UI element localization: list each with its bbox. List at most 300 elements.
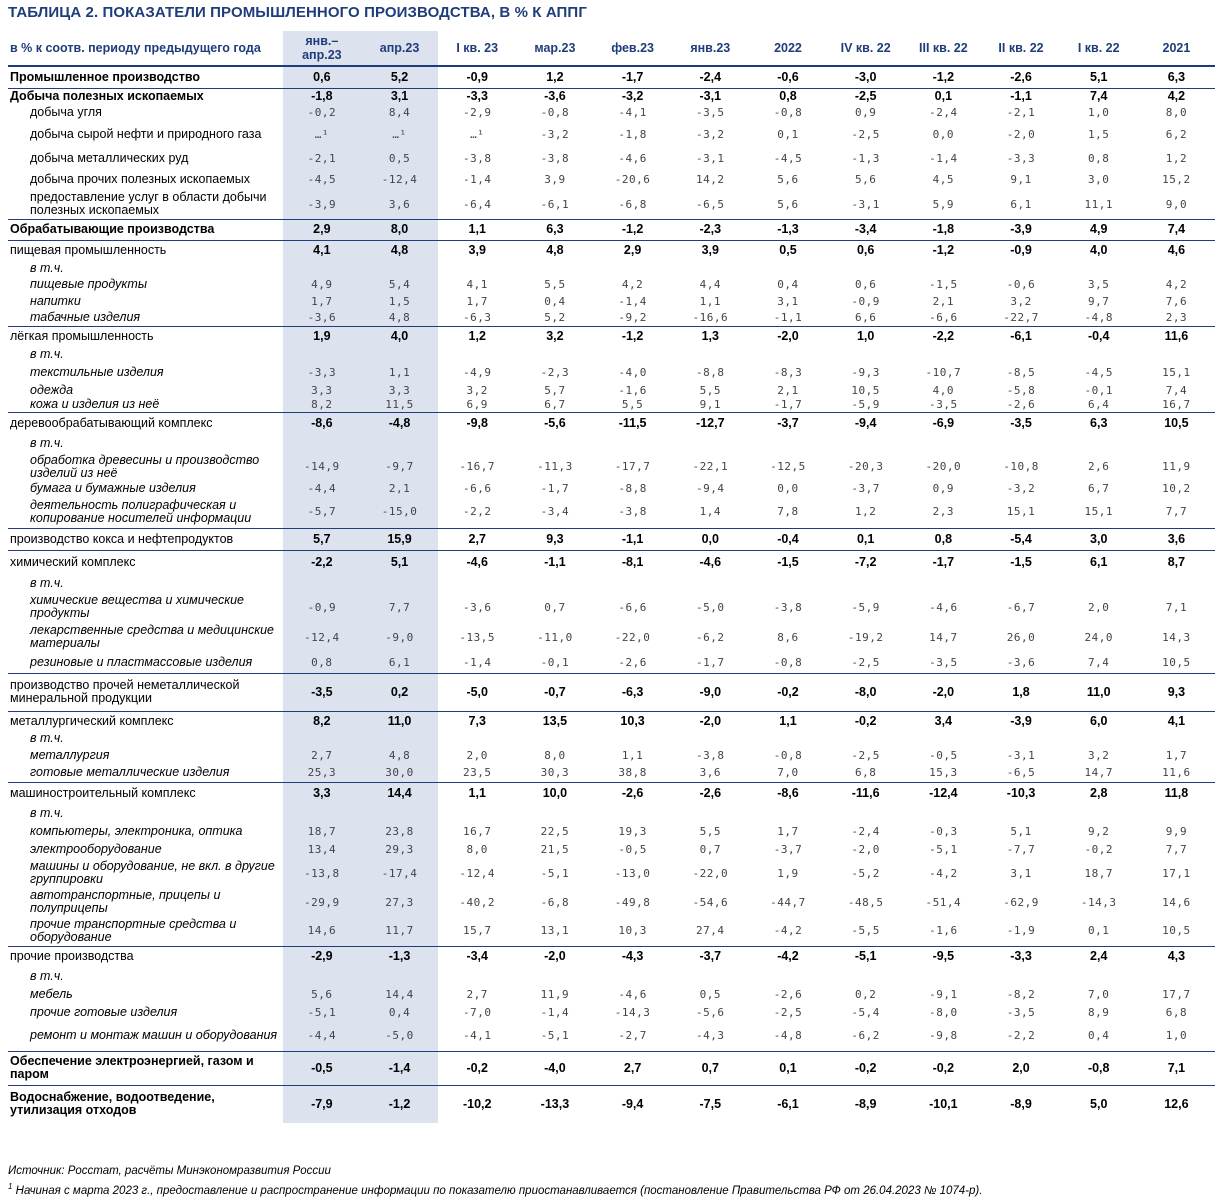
value-cell: 5,5 [621, 398, 644, 412]
value-cell: -10,1 [905, 1085, 983, 1123]
value-cell: -9,0 [671, 673, 749, 711]
table-row [8, 309, 1215, 326]
value-cell: 3,5 [1088, 278, 1110, 291]
value-cell: 1,7 [283, 293, 361, 309]
value-cell [438, 574, 516, 592]
value-cell [361, 435, 439, 452]
value-cell: -1,5 [982, 550, 1060, 574]
value-cell: 9,9 [1165, 824, 1188, 838]
value-cell: -4,6 [618, 152, 647, 165]
value-cell: -3,3 [283, 362, 361, 382]
value-cell: -0,8 [773, 748, 803, 762]
value-cell: -2,3 [671, 219, 749, 240]
value-cell [1138, 967, 1215, 985]
value-cell: -15,0 [361, 496, 439, 528]
value-cell: -51,4 [925, 895, 962, 909]
value-cell [827, 261, 905, 276]
value-cell [671, 346, 749, 362]
value-cell: -0,9 [982, 240, 1060, 261]
column-header: 2022 [774, 41, 802, 55]
value-cell: -0,5 [929, 748, 958, 762]
value-cell: -3,8 [618, 505, 647, 519]
table-row [8, 1021, 1215, 1051]
value-cell: -9,7 [361, 452, 439, 481]
value-cell: -4,2 [929, 866, 958, 880]
value-cell: -3,5 [283, 673, 361, 711]
value-cell: 6,1 [361, 652, 439, 673]
value-cell: -6,2 [696, 630, 725, 644]
value-cell [438, 261, 516, 276]
value-cell: -1,3 [749, 219, 827, 240]
row-label: в т.ч. [30, 346, 64, 361]
footnote-text: Начиная с марта 2023 г., предоставление и распространение информации по показателю приостанавливается (постановление Правительства РФ от 26.04.2023 № 1074-р). [12, 1184, 983, 1197]
value-cell: -5,1 [929, 842, 958, 856]
table-row [8, 1085, 1215, 1123]
table-row [8, 804, 1215, 822]
value-cell: 4,8 [361, 309, 439, 326]
value-cell: 1,1 [749, 711, 827, 731]
value-cell [1060, 574, 1138, 592]
value-cell: -0,9 [438, 66, 516, 88]
value-cell [827, 435, 905, 452]
value-cell: -1,4 [361, 1051, 439, 1085]
value-cell [361, 967, 439, 985]
value-cell: 11,8 [1138, 782, 1215, 804]
value-cell: -0,1 [540, 655, 570, 669]
value-cell: 5,1 [1010, 824, 1032, 838]
value-cell: 6,8 [1165, 1005, 1188, 1019]
row-label: деревообрабатывающий комплекс [8, 412, 283, 435]
value-cell [438, 967, 516, 985]
value-cell: 2,1 [932, 294, 955, 308]
value-cell: -9,2 [618, 310, 647, 324]
value-cell [982, 435, 1060, 452]
value-cell: -2,9 [283, 946, 361, 967]
value-cell: 8,0 [361, 219, 439, 240]
value-cell: -8,3 [773, 365, 803, 379]
value-cell: 2,9 [283, 219, 361, 240]
value-cell: 2,8 [1060, 782, 1138, 804]
value-cell: 22,5 [540, 824, 570, 838]
value-cell: -4,6 [929, 600, 958, 614]
row-label: готовые металлические изделия [30, 765, 230, 780]
value-cell: -5,1 [540, 1029, 570, 1043]
table-row [8, 967, 1215, 985]
table-row [8, 435, 1215, 452]
value-cell: -29,9 [283, 888, 361, 916]
value-cell: 5,4 [361, 276, 439, 293]
value-cell: 27,4 [696, 924, 725, 938]
value-cell: -4,6 [618, 987, 647, 1001]
value-cell: 1,0 [1165, 1029, 1188, 1043]
table-row [8, 1003, 1215, 1021]
value-cell: -4,6 [438, 550, 516, 574]
value-cell: -7,5 [671, 1085, 749, 1123]
row-label: напитки [30, 293, 81, 308]
value-cell: 4,3 [1138, 946, 1215, 967]
value-cell: 8,0 [466, 842, 488, 856]
value-cell: 25,3 [283, 764, 361, 782]
value-cell: 6,2 [1165, 127, 1188, 141]
value-cell: -1,9 [1006, 924, 1036, 938]
table-row [8, 985, 1215, 1003]
value-cell: -5,6 [696, 1005, 725, 1019]
value-cell: -8,0 [827, 673, 905, 711]
value-cell: 7,7 [1165, 505, 1188, 519]
value-cell: 7,7 [361, 592, 439, 622]
table-row [8, 840, 1215, 858]
row-label: ремонт и монтаж машин и оборудования [30, 1028, 278, 1043]
value-cell: 10,0 [516, 782, 594, 804]
value-cell [1060, 731, 1138, 746]
value-cell: …¹ [361, 120, 439, 148]
table-row [8, 240, 1215, 261]
value-cell [749, 574, 827, 592]
value-cell: 13,1 [540, 924, 570, 938]
value-cell: -1,1 [773, 310, 803, 324]
value-cell [671, 435, 749, 452]
value-cell: -5,5 [851, 924, 880, 938]
value-cell: -9,8 [438, 412, 516, 435]
value-cell: 0,9 [854, 106, 877, 119]
footnote-mark: 1 [8, 1182, 13, 1191]
value-cell: -1,8 [905, 219, 983, 240]
value-cell [982, 574, 1060, 592]
column-header: фев.23 [611, 41, 654, 55]
value-cell [982, 731, 1060, 746]
value-cell: -6,3 [462, 310, 492, 324]
value-cell [827, 731, 905, 746]
value-cell: -9,4 [827, 412, 905, 435]
value-cell: -13,5 [459, 630, 496, 644]
value-cell: -4,4 [283, 1021, 361, 1051]
value-cell: -44,7 [770, 895, 806, 909]
value-cell: 9,1 [699, 398, 721, 412]
row-label: Обеспечение электроэнергией, газом и паром [8, 1051, 283, 1085]
value-cell: -11,6 [827, 782, 905, 804]
value-cell: -0,8 [773, 106, 803, 119]
value-cell [982, 804, 1060, 822]
value-cell: -0,2 [827, 1051, 905, 1085]
value-cell: -2,0 [516, 946, 594, 967]
row-label: предоставление услуг в области добычи полезных ископаемых [30, 190, 267, 218]
source-note: Источник: Росстат, расчёты Минэкономразвития России [8, 1165, 331, 1177]
table-row [8, 293, 1215, 309]
value-cell [905, 435, 983, 452]
value-cell: 1,4 [699, 505, 721, 519]
value-cell: 4,1 [1138, 711, 1215, 731]
value-cell: -9,8 [929, 1029, 958, 1043]
value-cell: 7,7 [1165, 842, 1188, 856]
row-label: бумага и бумажные изделия [30, 481, 196, 495]
value-cell: 1,2 [854, 505, 877, 519]
value-cell: -49,8 [614, 895, 651, 909]
value-cell: 18,7 [283, 822, 361, 840]
value-cell: 21,5 [540, 842, 570, 856]
value-cell: 0,8 [283, 652, 361, 673]
value-cell: 2,1 [777, 383, 799, 397]
value-cell: 0,7 [671, 1051, 749, 1085]
value-cell: -0,2 [283, 105, 361, 120]
value-cell: 5,6 [777, 173, 799, 186]
value-cell: 5,5 [544, 278, 566, 291]
row-label: табачные изделия [30, 309, 141, 324]
value-cell [905, 261, 983, 276]
value-cell [438, 804, 516, 822]
value-cell: -54,6 [692, 895, 729, 909]
value-cell: 9,3 [516, 528, 594, 550]
value-cell: 5,9 [932, 197, 955, 211]
value-cell: 17,1 [1162, 866, 1191, 880]
value-cell: -4,5 [1084, 365, 1113, 379]
value-cell: 4,0 [932, 383, 955, 397]
value-cell: -1,8 [283, 88, 361, 105]
value-cell: -3,5 [982, 412, 1060, 435]
value-cell: -2,6 [982, 66, 1060, 88]
value-cell: 23,8 [361, 822, 439, 840]
industry-table-wrap [8, 31, 1191, 1123]
value-cell: -8,6 [283, 412, 361, 435]
value-cell: -3,1 [671, 88, 749, 105]
value-cell: -3,8 [540, 152, 570, 165]
value-cell [1060, 967, 1138, 985]
value-cell: -0,3 [929, 824, 958, 838]
value-cell: -5,1 [283, 1003, 361, 1021]
value-cell: 12,6 [1138, 1085, 1215, 1123]
table-row [8, 169, 1215, 190]
value-cell: -17,4 [361, 858, 439, 888]
value-cell: 16,7 [1162, 398, 1191, 412]
row-label: химический комплекс [8, 550, 283, 574]
value-cell [827, 346, 905, 362]
value-cell: -8,8 [618, 482, 647, 495]
value-cell: 6,7 [544, 398, 566, 412]
value-cell: 4,9 [1060, 219, 1138, 240]
value-cell: -6,9 [905, 412, 983, 435]
value-cell [827, 967, 905, 985]
value-cell: 5,1 [361, 550, 439, 574]
value-cell: 6,1 [1060, 550, 1138, 574]
value-cell: -5,6 [516, 412, 594, 435]
value-cell: 10,3 [594, 711, 672, 731]
value-cell: -8,9 [982, 1085, 1060, 1123]
table-row [8, 452, 1215, 481]
value-cell: 3,3 [361, 382, 439, 398]
value-cell: 9,1 [1010, 173, 1032, 186]
value-cell: -6,5 [1006, 766, 1036, 780]
row-label: кожа и изделия из неё [30, 397, 160, 412]
value-cell [671, 731, 749, 746]
value-cell [361, 731, 439, 746]
value-cell: -48,5 [847, 895, 884, 909]
value-cell: -1,4 [462, 655, 492, 669]
value-cell: 7,4 [1088, 655, 1110, 669]
value-cell: -8,9 [827, 1085, 905, 1123]
table-row [8, 412, 1215, 435]
value-cell: -5,2 [851, 866, 880, 880]
table-row [8, 946, 1215, 967]
value-cell [594, 574, 672, 592]
value-cell: -6,5 [696, 197, 725, 211]
value-cell: -0,7 [516, 673, 594, 711]
value-cell: -3,2 [594, 88, 672, 105]
row-label: лекарственные средства и медицинские материалы [30, 623, 275, 650]
value-cell: 7,4 [1060, 88, 1138, 105]
value-cell: -3,4 [438, 946, 516, 967]
value-cell: 0,5 [361, 148, 439, 169]
value-cell: -13,0 [614, 866, 651, 880]
value-cell: 5,6 [283, 985, 361, 1003]
value-cell: 8,2 [283, 398, 361, 412]
value-cell: -2,1 [1006, 106, 1036, 119]
value-cell [283, 574, 361, 592]
value-cell: 6,6 [854, 310, 877, 324]
value-cell: -3,3 [438, 88, 516, 105]
value-cell: 3,6 [361, 190, 439, 219]
value-cell: -1,4 [462, 173, 492, 186]
value-cell: 4,1 [283, 240, 361, 261]
value-cell: -5,0 [361, 1021, 439, 1051]
row-label: прочие производства [8, 946, 283, 967]
value-cell: 3,3 [283, 782, 361, 804]
value-cell [283, 804, 361, 822]
row-label: в т.ч. [30, 805, 64, 820]
row-label: производство прочей неметаллической минеральной продукции [8, 673, 283, 711]
value-cell: 6,0 [1060, 711, 1138, 731]
value-cell: 11,7 [361, 916, 439, 946]
value-cell: -8,6 [749, 782, 827, 804]
value-cell: -16,7 [459, 460, 496, 473]
value-cell: 5,7 [544, 383, 566, 397]
value-cell: -2,4 [851, 824, 880, 838]
value-cell [905, 574, 983, 592]
value-cell: 2,0 [982, 1051, 1060, 1085]
value-cell: -5,0 [696, 600, 725, 614]
value-cell: 4,0 [361, 326, 439, 346]
value-cell: 4,9 [283, 276, 361, 293]
table-row [8, 481, 1215, 496]
value-cell: 1,5 [1088, 127, 1110, 141]
table-row [8, 622, 1215, 652]
value-cell: 1,0 [827, 326, 905, 346]
value-cell: 0,8 [749, 88, 827, 105]
value-cell: 6,7 [1088, 482, 1110, 495]
value-cell: -22,1 [692, 460, 729, 473]
value-cell: 1,1 [361, 362, 439, 382]
value-cell: -4,1 [462, 1029, 492, 1043]
value-cell: -7,2 [827, 550, 905, 574]
row-label: текстильные изделия [30, 364, 164, 379]
value-cell: 0,8 [905, 528, 983, 550]
value-cell: -0,8 [1060, 1051, 1138, 1085]
value-cell: -6,2 [851, 1029, 880, 1043]
value-cell: -6,1 [540, 197, 570, 211]
value-cell: -1,2 [905, 66, 983, 88]
value-cell: 5,2 [361, 66, 439, 88]
value-cell: -20,3 [847, 460, 884, 473]
value-cell: -2,6 [618, 655, 647, 669]
value-cell: -2,0 [1006, 127, 1036, 141]
value-cell: -0,9 [851, 294, 880, 308]
value-cell [905, 967, 983, 985]
table-row [8, 1051, 1215, 1085]
value-cell [438, 435, 516, 452]
value-cell: -20,0 [925, 460, 962, 473]
value-cell: -3,7 [671, 946, 749, 967]
value-cell [1060, 435, 1138, 452]
table-row [8, 746, 1215, 764]
value-cell: 0,0 [777, 482, 799, 495]
value-cell: 14,2 [696, 173, 725, 186]
value-cell: 9,3 [1138, 673, 1215, 711]
value-cell [982, 346, 1060, 362]
value-cell: -0,2 [1084, 842, 1113, 856]
value-cell: 4,2 [1138, 88, 1215, 105]
value-cell: -4,5 [283, 169, 361, 190]
table-row [8, 592, 1215, 622]
value-cell: -0,2 [827, 711, 905, 731]
value-cell: 0,1 [827, 528, 905, 550]
value-cell: 10,5 [851, 383, 880, 397]
value-cell [361, 346, 439, 362]
value-cell: 2,7 [594, 1051, 672, 1085]
value-cell: 8,2 [283, 711, 361, 731]
value-cell: 7,4 [1138, 219, 1215, 240]
value-cell [283, 731, 361, 746]
value-cell: -2,0 [671, 711, 749, 731]
value-cell: -6,8 [540, 895, 570, 909]
value-cell: 0,6 [283, 66, 361, 88]
value-cell: 0,1 [777, 127, 799, 141]
value-cell: -40,2 [459, 895, 496, 909]
value-cell: 5,1 [1060, 66, 1138, 88]
value-cell: 14,7 [929, 630, 958, 644]
value-cell: 1,2 [516, 66, 594, 88]
value-cell: -1,6 [618, 383, 647, 397]
value-cell: 0,5 [749, 240, 827, 261]
value-cell [516, 967, 594, 985]
row-label: производство кокса и нефтепродуктов [8, 528, 283, 550]
value-cell: -19,2 [847, 630, 884, 644]
value-cell [594, 435, 672, 452]
value-cell: 0,7 [544, 600, 566, 614]
value-cell [671, 804, 749, 822]
value-cell: 7,3 [438, 711, 516, 731]
table-row [8, 764, 1215, 782]
value-cell: 4,1 [466, 278, 488, 291]
value-cell: 11,0 [361, 711, 439, 731]
value-cell: -3,3 [982, 946, 1060, 967]
value-cell: -16,6 [692, 310, 729, 324]
value-cell: -5,7 [283, 496, 361, 528]
value-cell: -0,5 [283, 1051, 361, 1085]
value-cell: -6,7 [1006, 600, 1036, 614]
value-cell: 8,7 [1138, 550, 1215, 574]
column-header: III кв. 22 [919, 41, 968, 55]
value-cell: -11,3 [537, 460, 573, 473]
value-cell [671, 574, 749, 592]
value-cell: 3,4 [905, 711, 983, 731]
row-label: Водоснабжение, водоотведение, утилизация отходов [8, 1085, 283, 1123]
value-cell: -0,6 [749, 66, 827, 88]
value-cell: -1,4 [929, 152, 958, 165]
value-cell: -8,1 [594, 550, 672, 574]
value-cell [905, 346, 983, 362]
table-row [8, 496, 1215, 528]
value-cell: 10,5 [1162, 655, 1191, 669]
value-cell: 10,3 [618, 924, 647, 938]
value-cell: -3,2 [540, 127, 570, 141]
